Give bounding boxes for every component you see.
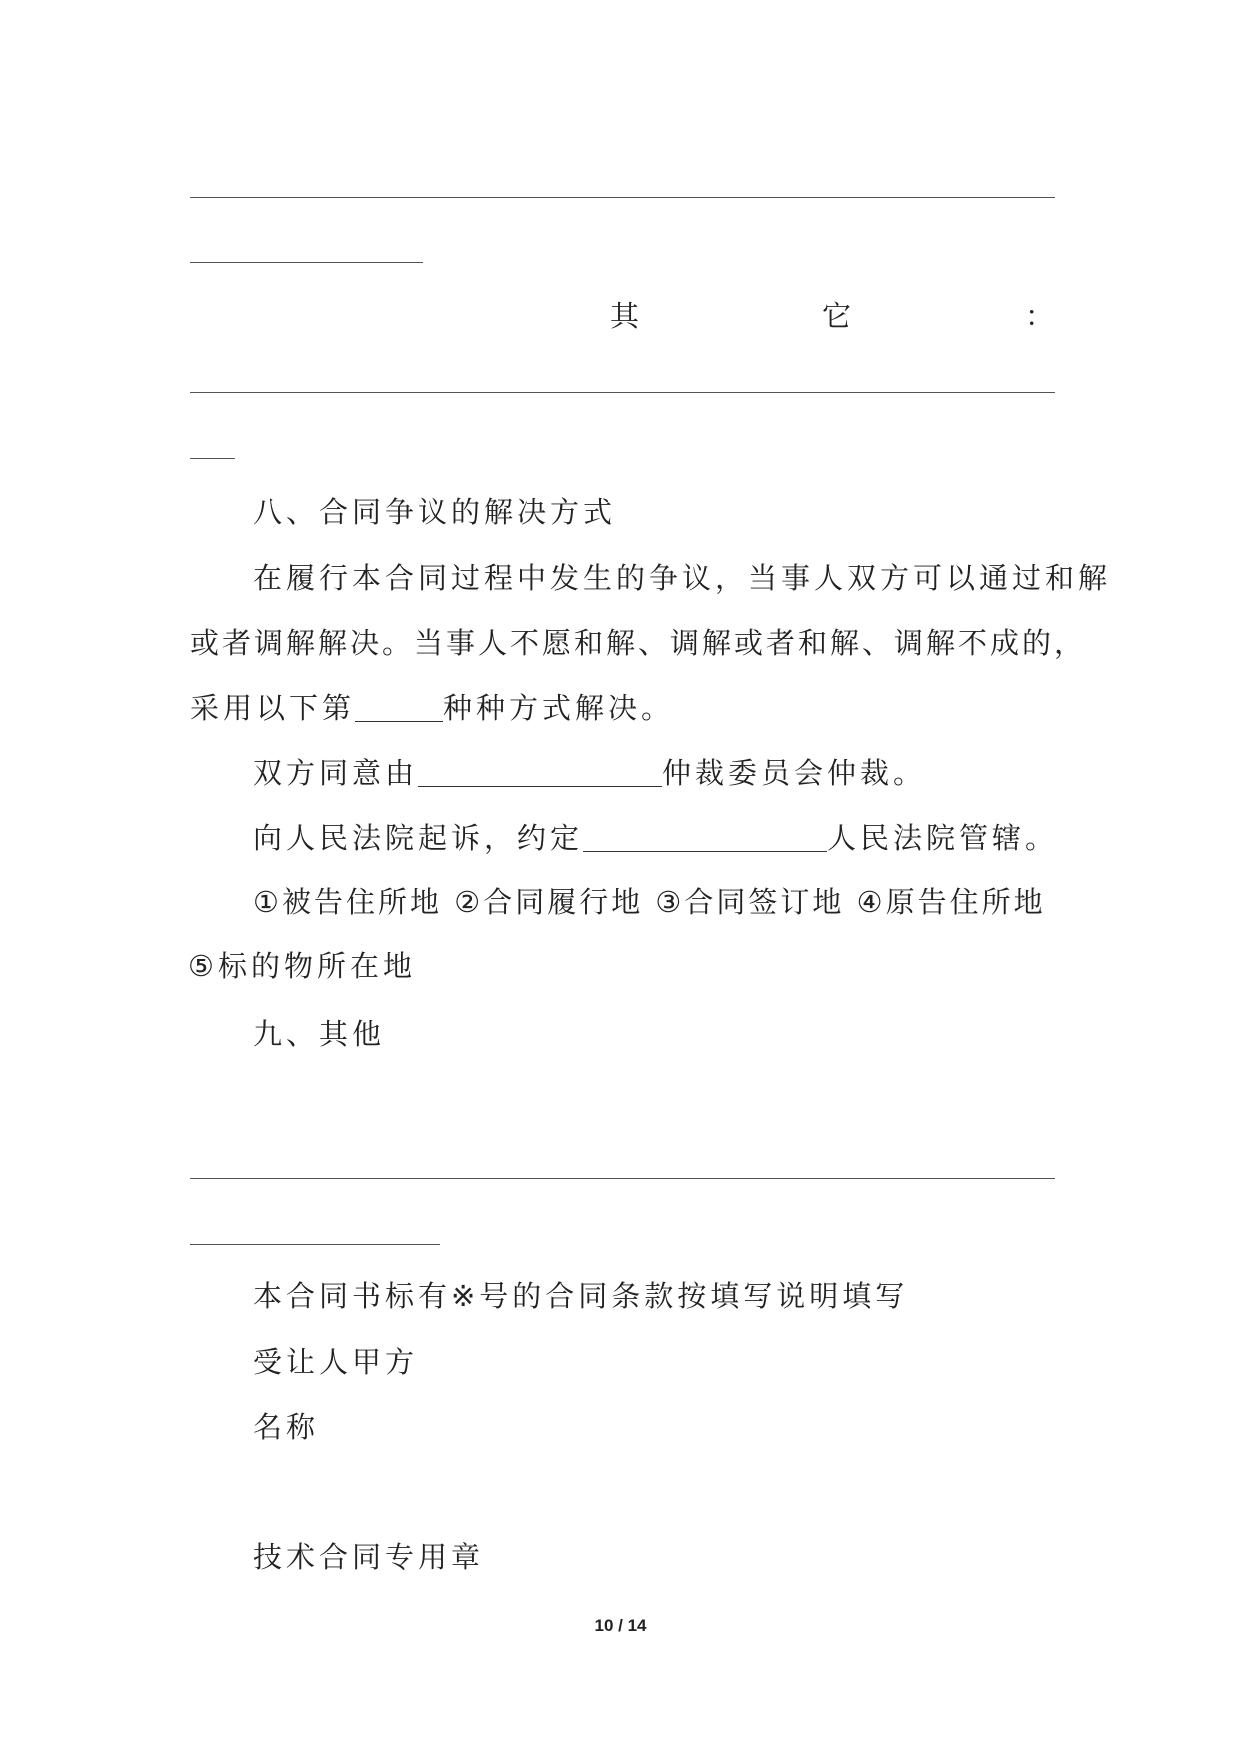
jurisdiction-options-line-1: ①被告住所地 ②合同履行地 ③合同签订地 ④原告住所地: [253, 885, 1046, 919]
court-blank[interactable]: [583, 825, 827, 852]
note-line: 本合同书标有※号的合同条款按填写说明填写: [253, 1279, 909, 1313]
fill-line-3: [190, 392, 1055, 393]
arbitration-line: [253, 755, 926, 791]
section-8-heading: 八、合同争议的解决方式: [253, 495, 617, 529]
section-8-para-line-1: 在履行本合同过程中发生的争议，当事人双方可以通过和解: [253, 561, 1112, 595]
assignee-name-label: 名称: [253, 1410, 320, 1444]
court-prefix: 向人民法院起诉，约定: [253, 821, 584, 855]
other-label-char-1: 其: [610, 299, 640, 333]
page-number: 10 / 14: [594, 1616, 647, 1635]
section-8-para-line-3: [190, 690, 674, 726]
section-8-para-line-2: 或者调解解决。当事人不愿和解、调解或者和解、调解不成的，: [190, 626, 1087, 660]
method-choice-suffix: 种种方式解决。: [443, 691, 675, 725]
fill-line-4: [190, 458, 235, 459]
assignee-party: 受让人甲方: [253, 1345, 419, 1379]
fill-line-5: [190, 1178, 1055, 1179]
fill-line-2: [190, 262, 423, 263]
court-suffix: 人民法院管辖。: [827, 821, 1059, 855]
section-9-heading: 九、其他: [253, 1017, 386, 1051]
other-label-colon: ：: [1025, 299, 1055, 333]
fill-line-1: [190, 197, 1055, 198]
arbitration-suffix: 仲裁委员会仲裁。: [662, 756, 927, 790]
other-label-char-2: 它: [822, 299, 852, 333]
assignee-seal-label: 技术合同专用章: [253, 1540, 485, 1574]
method-choice-prefix: 采用以下第: [190, 691, 356, 725]
fill-line-6: [190, 1244, 440, 1245]
arbitration-body-blank[interactable]: [418, 760, 662, 787]
court-line: [253, 820, 1058, 856]
arbitration-prefix: 双方同意由: [253, 756, 419, 790]
jurisdiction-options-line-2: ⑤标的物所在地: [188, 949, 416, 983]
method-choice-blank[interactable]: [355, 695, 443, 722]
